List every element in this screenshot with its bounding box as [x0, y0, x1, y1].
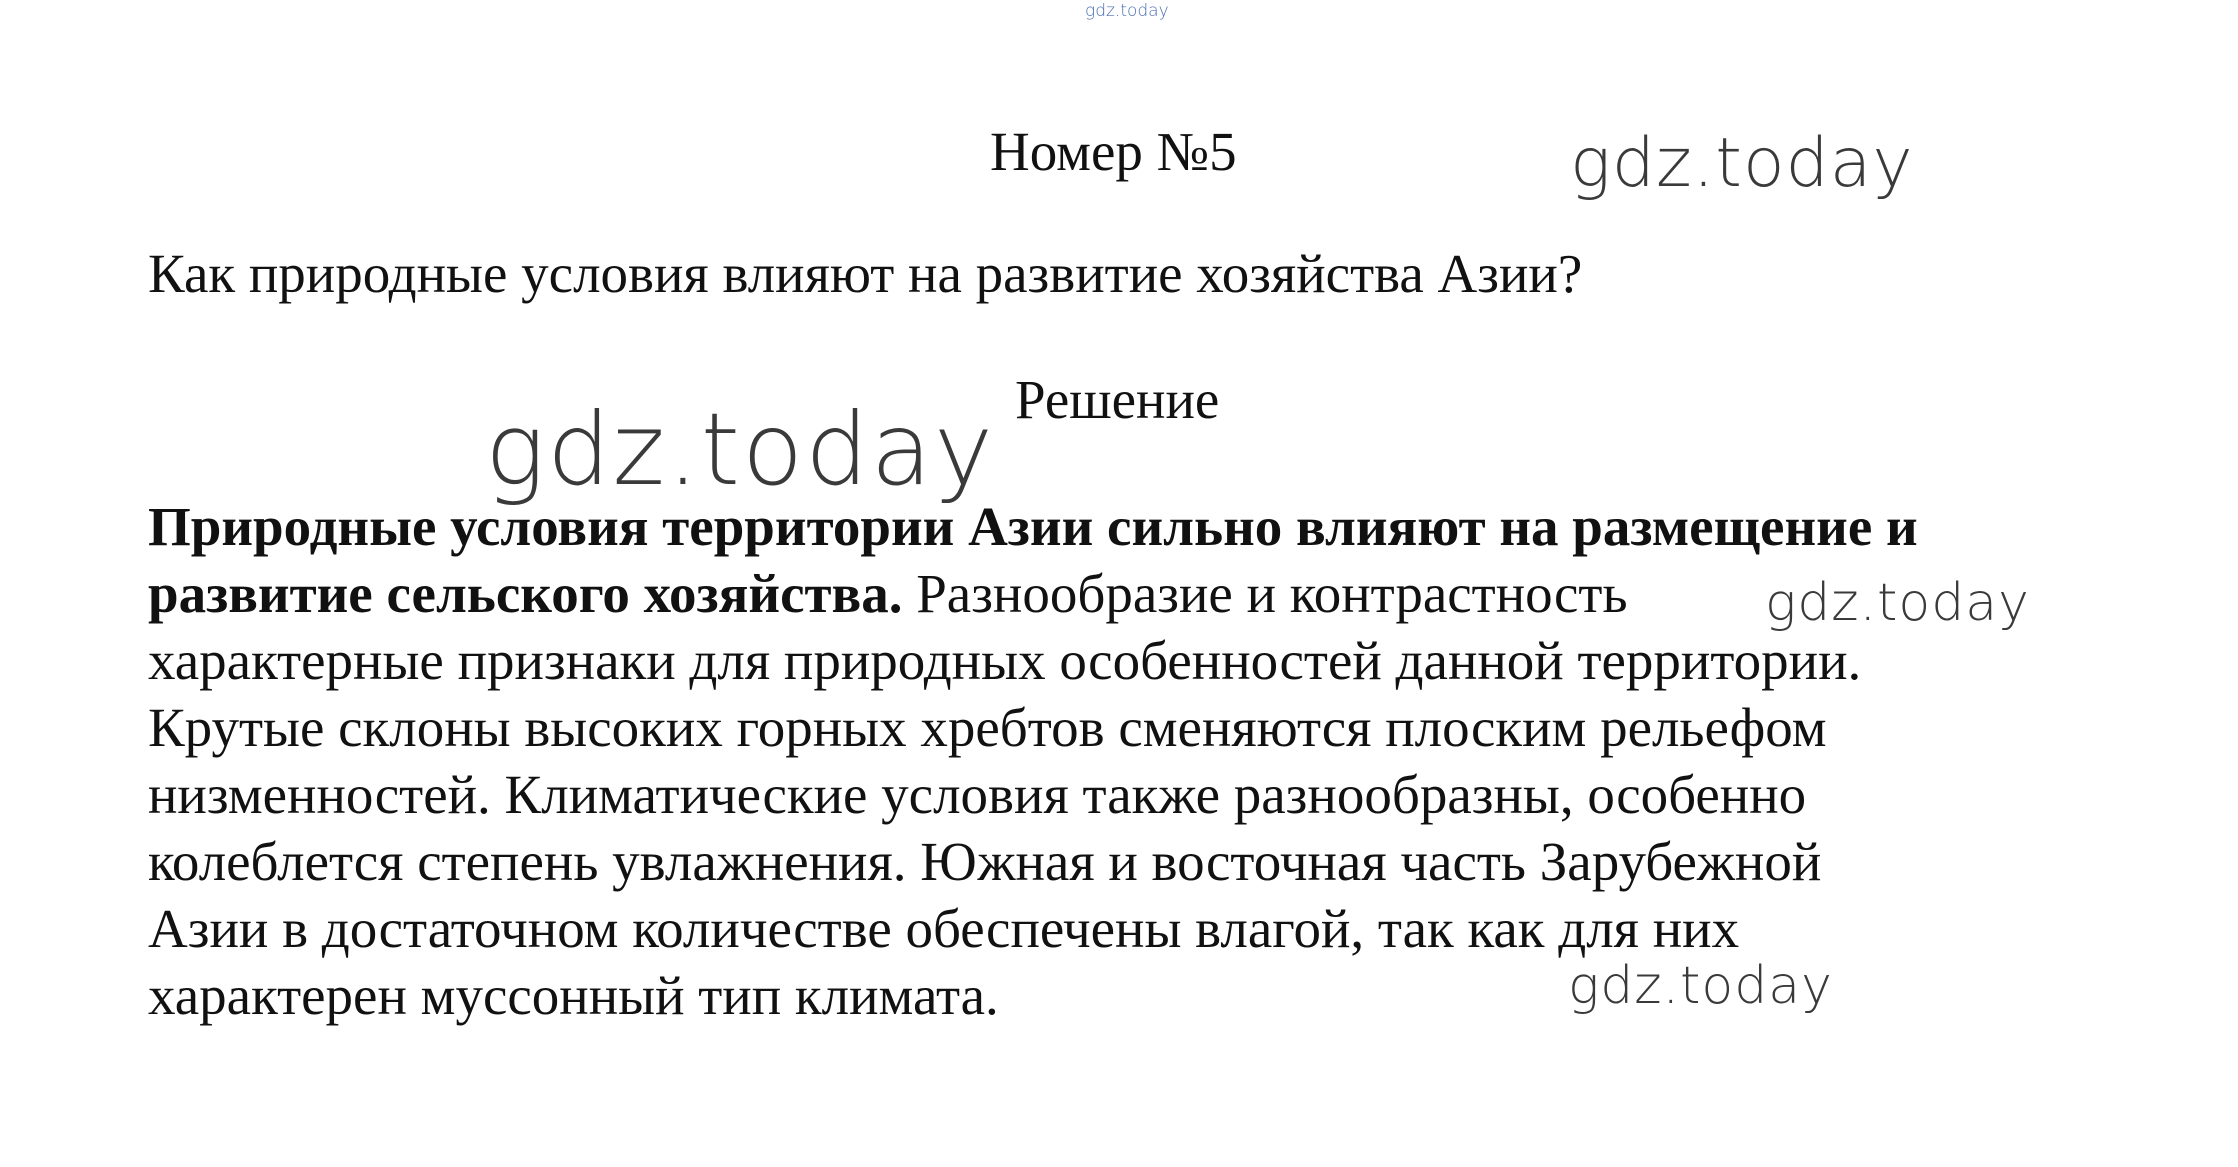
watermark-bottom-right: gdz.today — [1568, 956, 1833, 1016]
page-number-title: Номер №5 — [990, 121, 1237, 182]
answer-line: характерные признаки для природных особенностей данной территории. — [148, 630, 1862, 691]
answer-bold-text: Природные условия территории Азии сильно влияют на размещение и — [148, 496, 1918, 557]
answer-text-segment: Разнообразие и контрастность — [902, 563, 1628, 624]
answer-line: Азии в достаточном количестве обеспечены влагой, так как для них — [148, 898, 1740, 959]
watermark-large: gdz.today — [485, 391, 996, 508]
watermark-top: gdz.today — [1085, 1, 1169, 21]
answer-line: низменностей. Климатические условия также разнообразны, особенно — [148, 764, 1807, 825]
answer-line: Крутые склоны высоких горных хребтов сменяются плоским рельефом — [148, 697, 1827, 758]
answer-line — [148, 493, 2148, 560]
answer-line: характерен муссонный тип климата. — [148, 965, 999, 1026]
question-text: Как природные условия влияют на развитие хозяйства Азии? — [148, 243, 1583, 304]
answer-bold-text: развитие сельского хозяйства. — [148, 563, 903, 624]
watermark-middle-right: gdz.today — [1765, 573, 2030, 633]
solution-title: Решение — [1015, 369, 1220, 430]
watermark-top-right: gdz.today — [1570, 124, 1914, 203]
answer-line: колеблется степень увлажнения. Южная и восточная часть Зарубежной — [148, 831, 1822, 892]
